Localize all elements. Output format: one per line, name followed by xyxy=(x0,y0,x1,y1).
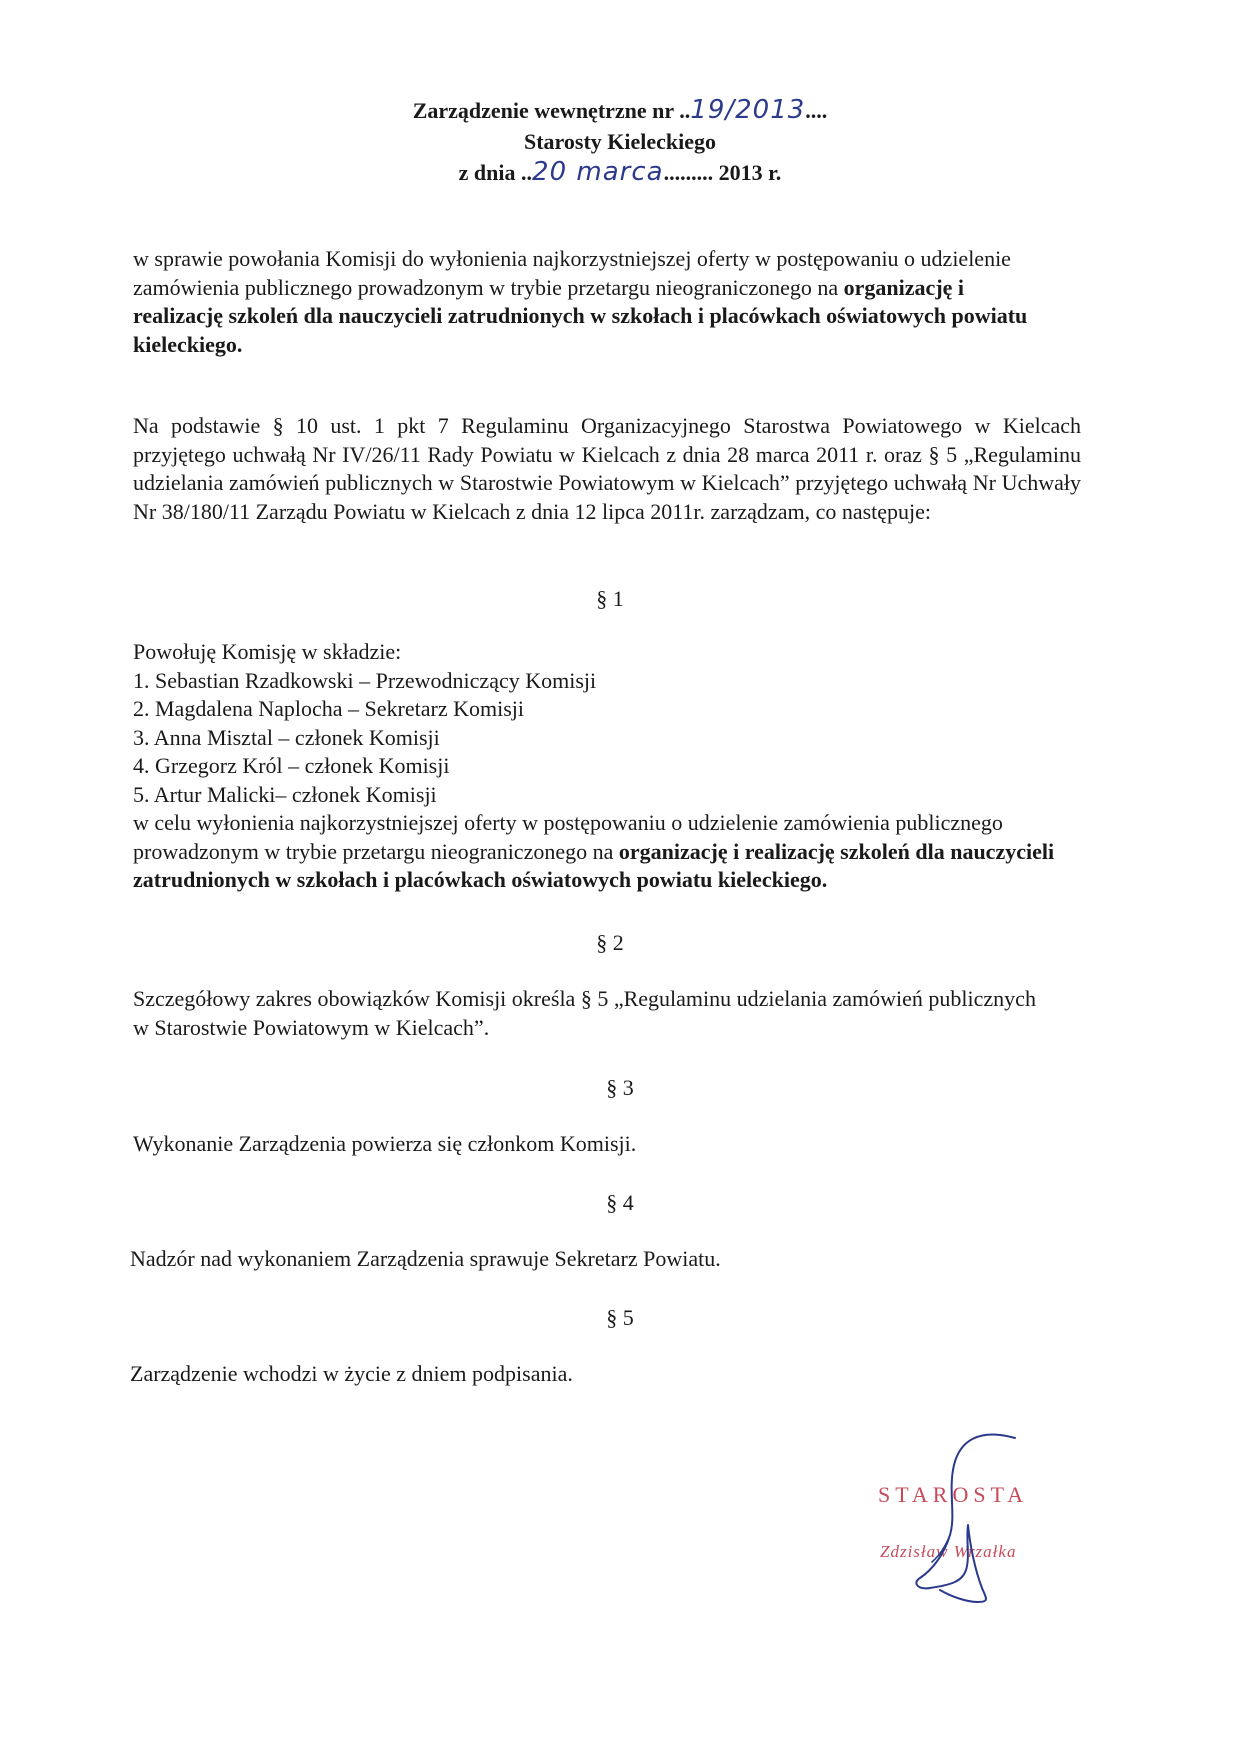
section-1-body xyxy=(133,638,1093,895)
list-item: 3. Anna Misztal – członek Komisji xyxy=(133,724,440,750)
date-line xyxy=(0,158,1240,187)
issuer-line: Starosty Kieleckiego xyxy=(523,129,717,154)
section-3-heading: § 3 xyxy=(606,1075,634,1100)
handwritten-number: 19/2013 xyxy=(690,95,806,125)
legal-basis-paragraph: Na podstawie § 10 ust. 1 pkt 7 Regulaminu Organizacyjnego Starostwa Powiatowego w Kielcach przyjętego uchwałą Nr IV/26/11 Rady Powiatu w Kielcach z dnia 28 marca 2011 r. oraz § 5 „Regulaminu udzielania zamówień publicznych w Starostwie Powiatowym w Kielcach” przyjętego uchwałą Nr Uchwały Nr 38/180/11 Zarządu Powiatu w Kielcach z dnia 12 lipca 2011r. zarządzam, co następuje: xyxy=(133,413,1081,524)
handwritten-signature xyxy=(870,1420,1070,1620)
date-prefix: z dnia .. xyxy=(458,160,533,185)
list-item: 1. Sebastian Rzadkowski – Przewodniczący Komisji xyxy=(133,667,597,693)
section-5-heading: § 5 xyxy=(606,1305,634,1330)
subject-text: w sprawie powołania Komisji do wyłonienia najkorzystniejszej oferty w postępowaniu o udzielenie zamówienia publicznego prowadzonym w trybie przetargu nieograniczonego na xyxy=(133,246,1011,300)
section-4-text: Nadzór nad wykonaniem Zarządzenia sprawuje Sekretarz Powiatu. xyxy=(130,1246,721,1271)
section-1-purpose xyxy=(133,809,1068,895)
purpose-text: w celu wyłonienia najkorzystniejszej oferty w postępowaniu o udzielenie zamówienia publicznego prowadzonym w trybie przetargu nieograniczonego na xyxy=(133,810,1003,864)
section-5-text: Zarządzenie wchodzi w życie z dniem podpisania. xyxy=(130,1361,573,1386)
section-1-intro: Powołuję Komisję w składzie: xyxy=(133,639,402,664)
section-4-heading: § 4 xyxy=(606,1190,634,1215)
stamp-title: STAROSTA xyxy=(878,1482,1029,1507)
title-prefix: Zarządzenie wewnętrzne nr .. xyxy=(412,98,691,123)
section-2-text: Szczegółowy zakres obowiązków Komisji określa § 5 „Regulaminu udzielania zamówień publicznych w Starostwie Powiatowym w Kielcach”. xyxy=(133,986,1036,1040)
purpose-bold: organizację i realizację szkoleń dla nauczycieli zatrudnionych w szkołach i placówkach oświatowych powiatu kieleckiego. xyxy=(133,838,1055,892)
list-item: 5. Artur Malicki– członek Komisji xyxy=(133,781,437,807)
subject-bold: organizację i realizację szkoleń dla nauczycieli zatrudnionych w szkołach i placówkach oświatowych powiatu kieleckiego. xyxy=(133,274,1028,357)
date-suffix: ......... 2013 r. xyxy=(663,160,782,185)
list-item: 2. Magdalena Naplocha – Sekretarz Komisji xyxy=(133,696,524,721)
subject-paragraph xyxy=(133,245,1053,359)
list-item: 4. Grzegorz Król – członek Komisji xyxy=(133,753,450,778)
section-1-heading: § 1 xyxy=(596,586,624,611)
member-list xyxy=(133,667,1093,810)
section-2-heading: § 2 xyxy=(596,930,624,955)
title-suffix: .... xyxy=(805,98,828,123)
handwritten-date: 20 marca xyxy=(532,157,664,187)
official-stamp xyxy=(870,1420,1070,1620)
section-3-text: Wykonanie Zarządzenia powierza się członkom Komisji. xyxy=(133,1131,637,1156)
stamp-name: Zdzisław Wrzałka xyxy=(880,1542,1017,1561)
title-line xyxy=(0,96,1240,125)
